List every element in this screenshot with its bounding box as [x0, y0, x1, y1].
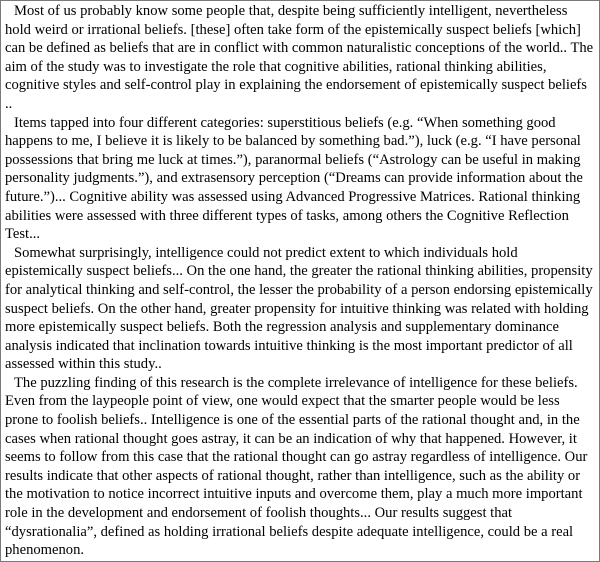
paragraph-discussion: The puzzling finding of this research is the complete irrelevance of intelligence for these beliefs. Even from the laypeople point of view, one would expect that the smarter people would be less prone to foolish beliefs.. Intelligence is one of the essential parts of the rational thought and, in the cases when rational thought goes astray, it can be an indication of why that happened. However, it seems to follow from this case that the rational thought can go astray regardless of intelligence. Our results indicate that other aspects of rational thought, rather than intelligence, such as the ability or the motivation to notice incorrect intuitive inputs and overcome them, play a much more important role in the development and endorsement of foolish thoughts... Our results suggest that “dysrationalia”, defined as holding irrational beliefs despite adequate intelligence, could be a real phenomenon. [5, 374, 588, 559]
paragraph-methods: Items tapped into four different categories: superstitious beliefs (e.g. “When something good happens to me, I believe it is likely to be balanced by something bad.”), luck (e.g. “I have personal possessions that bring me luck at times.”), paranormal beliefs (“Astrology can be useful in making personality judgments.”), and extrasensory perception (“Dreams can provide information about the future.”)... Cognitive ability was assessed using Advanced Progressive Matrices. Rational thinking abilities were assessed with three different types of tasks, among others the Cognitive Reflection Test... [5, 114, 583, 243]
paragraph-introduction: Most of us probably know some people that, despite being sufficiently intelligent, nevertheless hold weird or irrational beliefs. [these] often take form of the epistemically suspect beliefs [which] can be defined as beliefs that are in conflict with common naturalistic conceptions of the world.. The aim of the study was to investigate the role that cognitive abilities, rational thinking abilities, cognitive styles and self-control play in explaining the endorsement of epistemically suspect beliefs .. [5, 3, 594, 112]
paragraph-results: Somewhat surprisingly, intelligence could not predict extent to which individuals hold epistemically suspect beliefs... On the one hand, the greater the rational thinking abilities, propensity for analytical thinking and self-control, the lesser the probability of a person endorsing epistemically suspect beliefs. On the other hand, greater propensity for intuitive thinking was related with holding more epistemically suspect beliefs. Both the regression analysis and supplementary dominance analysis indicated that inclination towards intuitive thinking is the most important predictor of all assessed within this study.. [5, 244, 593, 373]
